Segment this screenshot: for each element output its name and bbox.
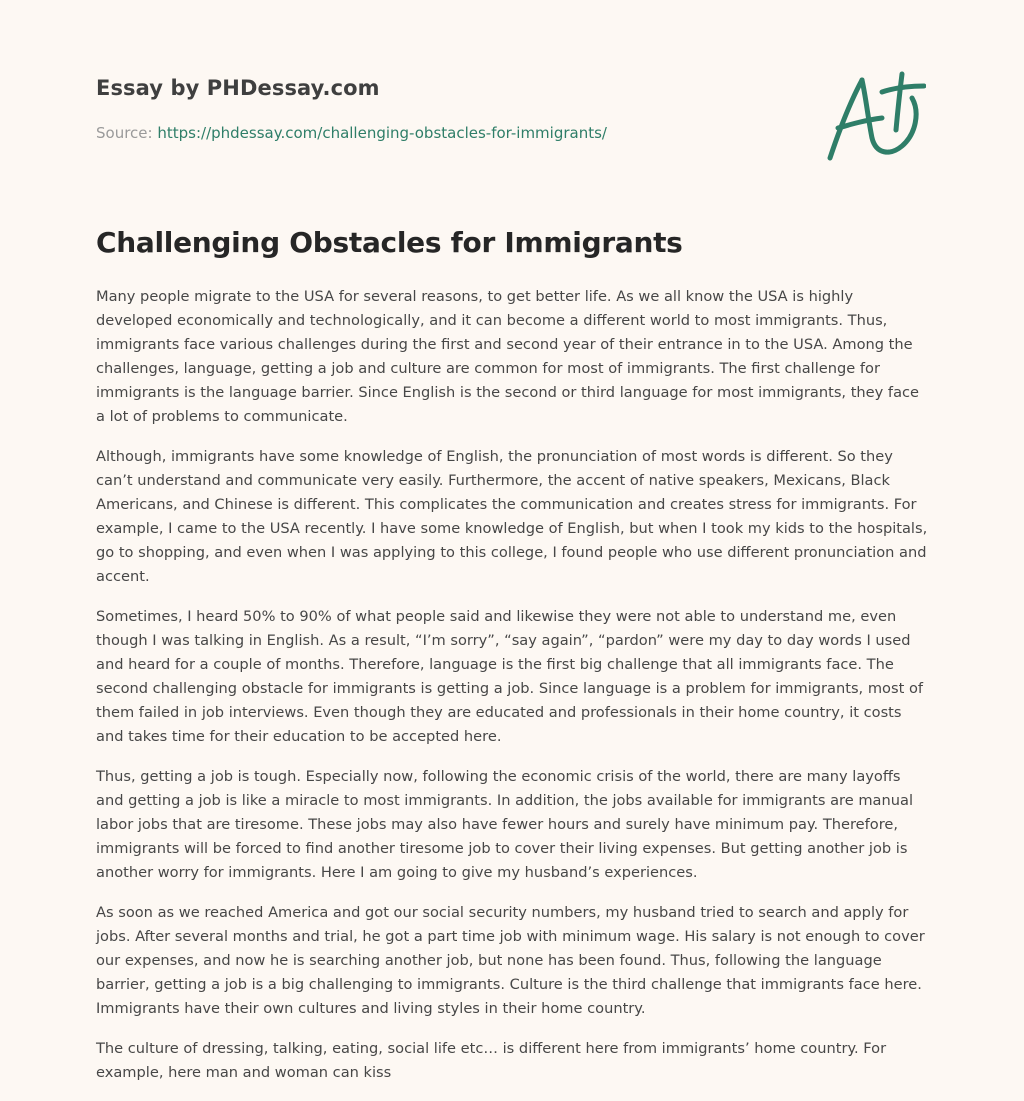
essay-paragraph: As soon as we reached America and got our social security numbers, my husband tried to search and apply for jobs. After several months and trial, he got a part time job with minimum wage. His salary is not enough to cover our expenses, and now he is searching another job, but none has been found. Thus, following the language barrier, getting a job is a big challenging to immigrants. Culture is the third challenge that immigrants face here. Immigrants have their own cultures and living styles in their home country. bbox=[96, 904, 925, 1017]
site-brand: Essay by PHDessay.com bbox=[96, 76, 380, 100]
essay-body bbox=[96, 285, 932, 1101]
source-link[interactable]: https://phdessay.com/challenging-obstacles-for-immigrants/ bbox=[157, 124, 607, 142]
essay-paragraph: The culture of dressing, talking, eating, social life etc… is different here from immigrants’ home country. For example, here man and woman can kiss bbox=[96, 1040, 887, 1081]
essay-paragraph: Sometimes, I heard 50% to 90% of what people said and likewise they were not able to understand me, even though I was talking in English. As a result, “I’m sorry”, “say again”, “pardon” were my day to day words I used and heard for a couple of months. Therefore, language is the first big challenge that all immigrants face. The second challenging obstacle for immigrants is getting a job. Since language is a problem for immigrants, most of them failed in job interviews. Even though they are educated and professionals in their home country, it costs and takes time for their education to be accepted here. bbox=[96, 608, 924, 745]
essay-paragraph: Although, immigrants have some knowledge of English, the pronunciation of most words is different. So they can’t understand and communicate very easily. Furthermore, the accent of native speakers, Mexicans, Black Americans, and Chinese is different. This complicates the communication and creates stress for immigrants. For example, I came to the USA recently. I have some knowledge of English, but when I took my kids to the hospitals, go to shopping, and even when I was applying to this college, I found people who use different pronunciation and accent. bbox=[96, 448, 928, 585]
source-line bbox=[96, 124, 607, 142]
essay-paragraph: Thus, getting a job is tough. Especially now, following the economic crisis of the world, there are many layoffs and getting a job is like a miracle to most immigrants. In addition, the jobs available for immigrants are manual labor jobs that are tiresome. These jobs may also have fewer hours and surely have minimum pay. Therefore, immigrants will be forced to find another tiresome job to cover their living expenses. But getting another job is another worry for immigrants. Here I am going to give my husband’s experiences. bbox=[96, 768, 914, 881]
a-plus-logo-icon bbox=[826, 68, 926, 164]
source-label: Source: bbox=[96, 124, 153, 142]
essay-paragraph: Many people migrate to the USA for several reasons, to get better life. As we all know the USA is highly developed economically and technologically, and it can become a different world to most immigrants. Thus, immigrants face various challenges during the first and second year of their entrance in to the USA. Among the challenges, language, getting a job and culture are common for most of immigrants. The first challenge for immigrants is the language barrier. Since English is the second or third language for most immigrants, they face a lot of problems to communicate. bbox=[96, 288, 920, 425]
essay-title: Challenging Obstacles for Immigrants bbox=[96, 226, 683, 259]
